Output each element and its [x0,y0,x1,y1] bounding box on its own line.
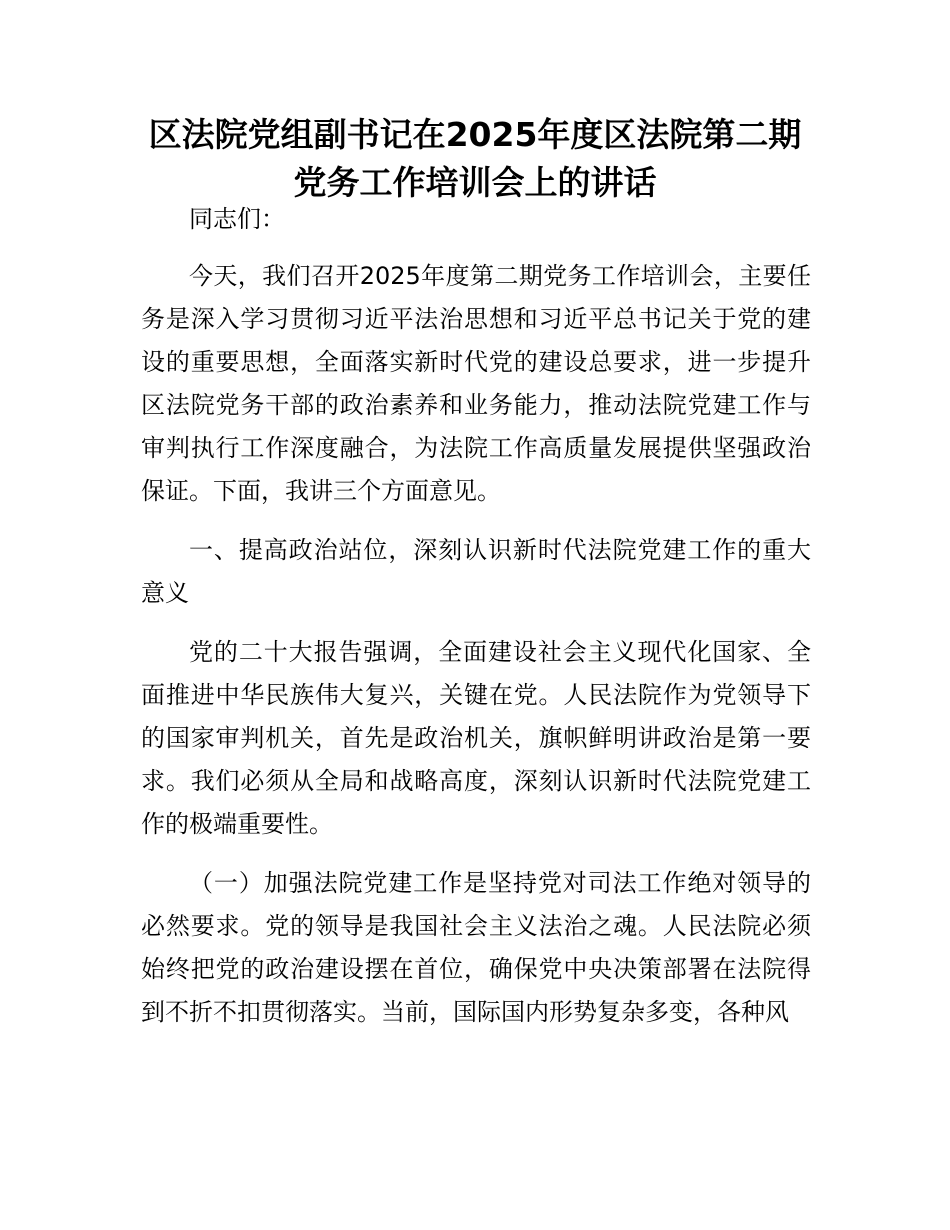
document-title-line-1: 区法院党组副书记在2025年度区法院第二期 [148,115,802,154]
section-heading-1: 一、提高政治站位，深刻认识新时代法院党建工作的重大意义 [141,536,811,607]
paragraph-section-1: 党的二十大报告强调，全面建设社会主义现代化国家、全面推进中华民族伟大复兴，关键在党。人民法院作为党领导下的国家审判机关，首先是政治机关，旗帜鲜明讲政治是第一要求。我们必须从全局和战略高度，深刻认识新时代法院党建工作的极端重要性。 [141,638,811,838]
paragraph-subsection-1: （一）加强法院党建工作是坚持党对司法工作绝对领导的必然要求。党的领导是我国社会主义法治之魂。人民法院必须始终把党的政治建设摆在首位，确保党中央决策部署在法院得到不折不扣贯彻落实。当前，国际国内形势复杂多变，各种风 [141,869,811,1026]
salutation: 同志们： [189,205,285,233]
document-body [141,198,811,1050]
paragraph-intro: 今天，我们召开2025年度第二期党务工作培训会，主要任务是深入学习贯彻习近平法治思想和习近平总书记关于党的建设的重要思想，全面落实新时代党的建设总要求，进一步提升区法院党务干部的政治素养和业务能力，推动法院党建工作与审判执行工作深度融合，为法院工作高质量发展提供坚强政治保证。下面，我讲三个方面意见。 [141,262,811,505]
document-title-line-2: 党务工作培训会上的讲话 [293,163,657,202]
